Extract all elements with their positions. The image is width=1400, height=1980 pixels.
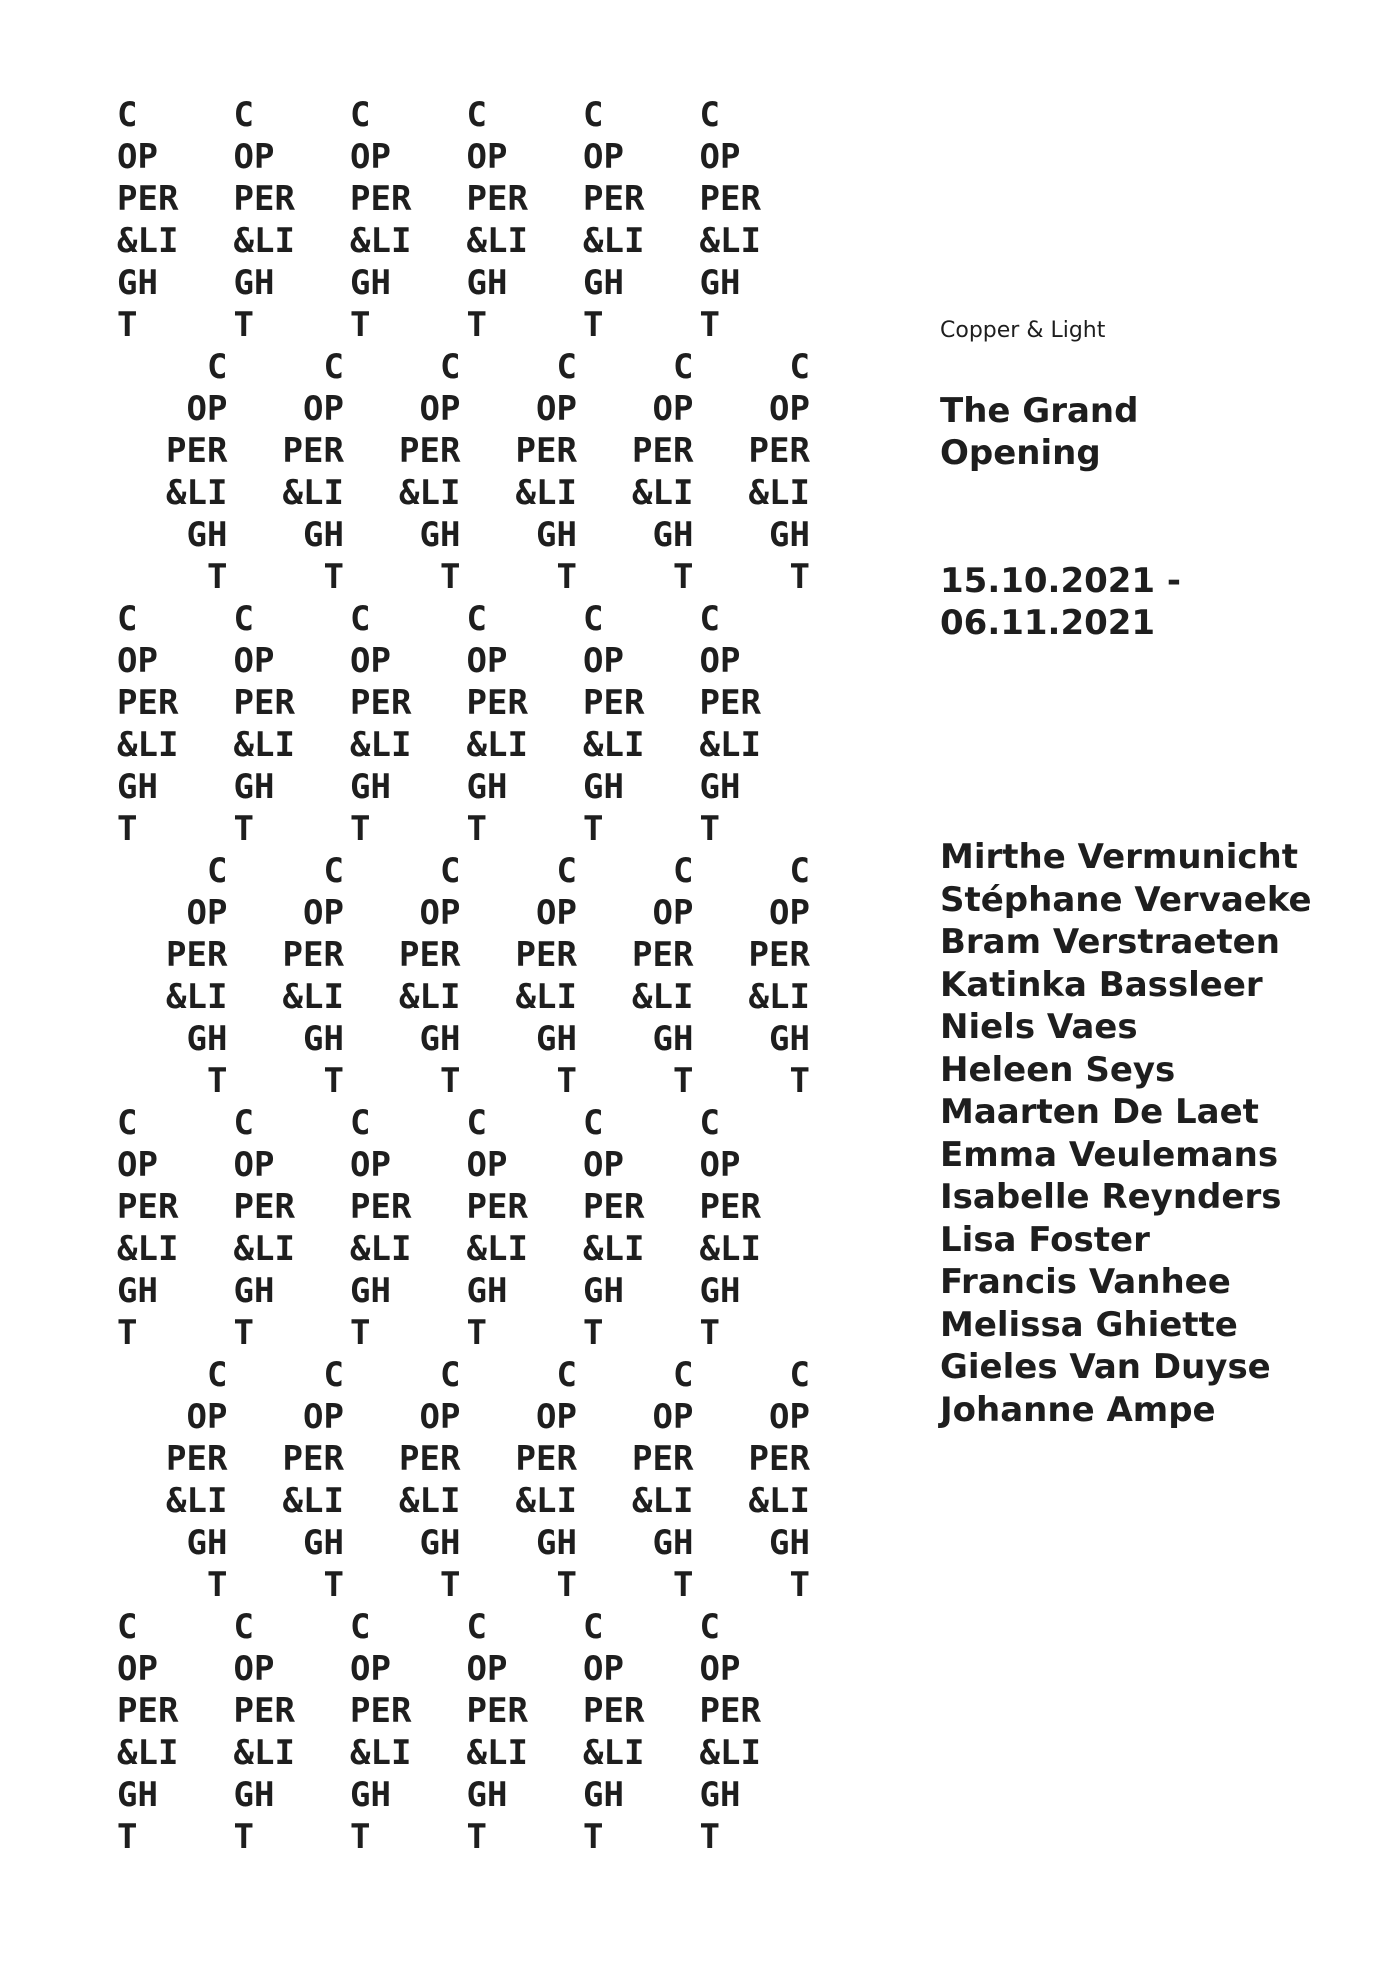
pattern-fragment: T xyxy=(699,305,720,345)
pattern-fragment: OP xyxy=(350,1649,391,1689)
pattern-fragment: PER xyxy=(350,1187,412,1227)
pattern-fragment: OP xyxy=(419,1397,461,1437)
pattern-fragment: C xyxy=(207,1355,228,1395)
pattern-fragment: GH xyxy=(419,1523,461,1563)
artist-name: Katinka Bassleer xyxy=(940,964,1263,1005)
pattern-fragment: &LI xyxy=(399,473,461,513)
pattern-fragment: GH xyxy=(536,1019,577,1059)
pattern-fragment: GH xyxy=(419,515,461,555)
pattern-fragment: &LI xyxy=(166,977,228,1017)
pattern-fragment: C xyxy=(440,347,461,387)
pattern-fragment: C xyxy=(699,1607,720,1647)
pattern-fragment: C xyxy=(440,851,461,891)
artist-name: Johanne Ampe xyxy=(940,1389,1216,1430)
pattern-fragment: &LI xyxy=(166,473,228,513)
pattern-fragment: PER xyxy=(166,431,228,471)
pattern-fragment: OP xyxy=(186,1397,228,1437)
pattern-fragment: GH xyxy=(536,1523,577,1563)
pattern-fragment: T xyxy=(583,305,604,345)
pattern-fragment: GH xyxy=(583,1271,624,1311)
pattern-fragment: T xyxy=(673,1565,694,1605)
pattern-fragment: &LI xyxy=(233,1229,295,1269)
pattern-fragment: T xyxy=(350,1313,371,1353)
pattern-fragment: &LI xyxy=(350,221,412,261)
pattern-fragment: OP xyxy=(233,1145,275,1185)
pattern-fragment: OP xyxy=(536,389,577,429)
pattern-fragment: &LI xyxy=(282,977,344,1017)
pattern-fragment: OP xyxy=(303,1397,344,1437)
pattern-fragment: GH xyxy=(466,1271,508,1311)
exhibition-dates: 15.10.2021 - 06.11.2021 xyxy=(940,561,1182,643)
pattern-fragment: GH xyxy=(117,263,158,303)
pattern-fragment: GH xyxy=(466,767,508,807)
pattern-fragment: C xyxy=(350,599,371,639)
pattern-fragment: C xyxy=(583,599,604,639)
pattern-fragment: T xyxy=(699,1313,720,1353)
pattern-fragment: GH xyxy=(699,263,741,303)
pattern-fragment: GH xyxy=(303,515,344,555)
pattern-fragment: GH xyxy=(652,1523,694,1563)
pattern-fragment: T xyxy=(440,1565,461,1605)
artist-name: Isabelle Reynders xyxy=(940,1177,1282,1217)
pattern-fragment: OP xyxy=(117,137,158,177)
artist-name: Maarten De Laet xyxy=(940,1092,1259,1132)
pattern-fragment: GH xyxy=(350,1775,391,1815)
pattern-fragment: GH xyxy=(350,1271,391,1311)
pattern-fragment: PER xyxy=(699,683,761,723)
pattern-fragment: PER xyxy=(699,1187,761,1227)
pattern-fragment: &LI xyxy=(166,1481,228,1521)
pattern-fragment: C xyxy=(233,599,254,639)
pattern-fragment: T xyxy=(583,1817,604,1857)
pattern-fragment: T xyxy=(323,557,344,597)
pattern-fragment: PER xyxy=(233,683,295,723)
pattern-fragment: PER xyxy=(233,179,295,219)
pattern-fragment: &LI xyxy=(233,221,295,261)
pattern-fragment: OP xyxy=(117,641,158,681)
pattern-fragment: GH xyxy=(117,1775,158,1815)
pattern-fragment: PER xyxy=(515,1439,577,1479)
pattern-fragment: GH xyxy=(583,767,624,807)
pattern-fragment: C xyxy=(117,599,138,639)
pattern-fragment: OP xyxy=(466,641,508,681)
pattern-fragment: C xyxy=(699,1103,720,1143)
pattern-fragment: T xyxy=(466,1313,487,1353)
pattern-fragment: &LI xyxy=(399,977,461,1017)
pattern-fragment: GH xyxy=(769,515,810,555)
pattern-fragment: PER xyxy=(282,935,344,975)
pattern-fragment: &LI xyxy=(282,473,344,513)
pattern-fragment: OP xyxy=(466,1145,508,1185)
pattern-fragment: PER xyxy=(166,935,228,975)
pattern-fragment: C xyxy=(699,599,720,639)
pattern-fragment: T xyxy=(556,557,577,597)
pattern-fragment: GH xyxy=(699,1271,741,1311)
pattern-fragment: GH xyxy=(652,1019,694,1059)
pattern-fragment: T xyxy=(233,1313,254,1353)
pattern-fragment: OP xyxy=(117,1145,158,1185)
pattern-fragment: &LI xyxy=(748,473,810,513)
artist-name: Gieles Van Duyse xyxy=(940,1347,1271,1387)
pattern-fragment: PER xyxy=(515,431,577,471)
pattern-fragment: T xyxy=(350,809,371,849)
pattern-fragment: GH xyxy=(769,1523,810,1563)
pattern-fragment: PER xyxy=(748,431,810,471)
pattern-fragment: PER xyxy=(632,431,694,471)
pattern-fragment: C xyxy=(323,1355,344,1395)
pattern-fragment: PER xyxy=(699,1691,761,1731)
pattern-fragment: OP xyxy=(233,1649,275,1689)
pattern-fragment: T xyxy=(207,1565,228,1605)
artist-name: Lisa Foster xyxy=(940,1219,1150,1260)
pattern-fragment: &LI xyxy=(748,977,810,1017)
pattern-fragment: &LI xyxy=(233,1733,295,1773)
pattern-fragment: OP xyxy=(652,1397,694,1437)
pattern-fragment: OP xyxy=(303,389,344,429)
pattern-fragment: T xyxy=(583,809,604,849)
artist-name: Melissa Ghiette xyxy=(940,1304,1238,1345)
pattern-fragment: C xyxy=(789,851,810,891)
pattern-fragment: &LI xyxy=(117,1229,179,1269)
pattern-fragment: T xyxy=(440,557,461,597)
brand-name: Copper & Light xyxy=(940,318,1106,343)
artist-name: Bram Verstraeten xyxy=(940,922,1280,962)
pattern-fragment: &LI xyxy=(399,1481,461,1521)
pattern-fragment: PER xyxy=(632,935,694,975)
pattern-fragment: C xyxy=(350,1607,371,1647)
pattern-fragment: C xyxy=(673,851,694,891)
pattern-fragment: &LI xyxy=(117,1733,179,1773)
pattern-fragment: OP xyxy=(536,1397,577,1437)
pattern-fragment: OP xyxy=(536,893,577,933)
pattern-fragment: C xyxy=(699,95,720,135)
pattern-fragment: GH xyxy=(233,767,275,807)
pattern-fragment: PER xyxy=(233,1187,295,1227)
pattern-fragment: GH xyxy=(583,263,624,303)
pattern-fragment: GH xyxy=(583,1775,624,1815)
pattern-fragment: OP xyxy=(419,893,461,933)
pattern-fragment: OP xyxy=(350,1145,391,1185)
pattern-fragment: OP xyxy=(350,137,391,177)
pattern-fragment: OP xyxy=(583,641,624,681)
pattern-fragment: C xyxy=(789,347,810,387)
pattern-fragment: T xyxy=(789,1565,810,1605)
pattern-fragment: GH xyxy=(233,1775,275,1815)
pattern-fragment: &LI xyxy=(632,977,694,1017)
pattern-fragment: C xyxy=(117,1103,138,1143)
pattern-fragment: OP xyxy=(419,389,461,429)
pattern-fragment: PER xyxy=(399,431,461,471)
pattern-fragment: &LI xyxy=(117,221,179,261)
pattern-fragment: GH xyxy=(466,1775,508,1815)
pattern-fragment: PER xyxy=(350,683,412,723)
pattern-fragment: &LI xyxy=(350,725,412,765)
pattern-fragment: T xyxy=(117,1817,138,1857)
pattern-fragment: OP xyxy=(583,137,624,177)
pattern-fragment: T xyxy=(350,1817,371,1857)
pattern-fragment: &LI xyxy=(515,1481,577,1521)
pattern-fragment: PER xyxy=(117,1691,179,1731)
pattern-fragment: GH xyxy=(769,1019,810,1059)
pattern-fragment: &LI xyxy=(699,221,761,261)
pattern-fragment: PER xyxy=(399,935,461,975)
pattern-fragment: T xyxy=(440,1061,461,1101)
pattern-fragment: T xyxy=(699,1817,720,1857)
pattern-fragment: PER xyxy=(632,1439,694,1479)
pattern-fragment: &LI xyxy=(466,1229,528,1269)
pattern-fragment: OP xyxy=(699,641,741,681)
pattern-fragment: GH xyxy=(699,767,741,807)
pattern-fragment: GH xyxy=(419,1019,461,1059)
pattern-fragment: T xyxy=(556,1061,577,1101)
pattern-fragment: T xyxy=(789,1061,810,1101)
pattern-fragment: GH xyxy=(699,1775,741,1815)
pattern-fragment: GH xyxy=(350,263,391,303)
pattern-fragment: C xyxy=(673,347,694,387)
pattern-fragment: PER xyxy=(466,179,528,219)
pattern-fragment: C xyxy=(233,1103,254,1143)
pattern-fragment: GH xyxy=(652,515,694,555)
pattern-fragment: &LI xyxy=(699,725,761,765)
pattern-fragment: T xyxy=(466,809,487,849)
pattern-fragment: C xyxy=(466,95,487,135)
pattern-fragment: C xyxy=(117,95,138,135)
artist-name: Niels Vaes xyxy=(940,1007,1138,1047)
pattern-fragment: GH xyxy=(186,1019,228,1059)
pattern-fragment: PER xyxy=(117,1187,179,1227)
pattern-fragment: GH xyxy=(186,515,228,555)
pattern-fragment: C xyxy=(583,95,604,135)
pattern-fragment: PER xyxy=(233,1691,295,1731)
pattern-fragment: PER xyxy=(350,1691,412,1731)
pattern-fragment: C xyxy=(583,1607,604,1647)
pattern-fragment: GH xyxy=(536,515,577,555)
pattern-fragment: OP xyxy=(117,1649,158,1689)
pattern-fragment: C xyxy=(556,347,577,387)
pattern-fragment: GH xyxy=(233,1271,275,1311)
pattern-fragment: OP xyxy=(303,893,344,933)
pattern-fragment: &LI xyxy=(632,473,694,513)
pattern-fragment: PER xyxy=(583,179,645,219)
pattern-fragment: T xyxy=(673,1061,694,1101)
pattern-fragment: C xyxy=(583,1103,604,1143)
pattern-fragment: OP xyxy=(769,389,810,429)
pattern-fragment: OP xyxy=(652,389,694,429)
pattern-fragment: C xyxy=(233,95,254,135)
pattern-fragment: OP xyxy=(583,1145,624,1185)
pattern-fragment: &LI xyxy=(466,1733,528,1773)
pattern-fragment: &LI xyxy=(466,221,528,261)
artist-name: Francis Vanhee xyxy=(940,1262,1231,1302)
pattern-fragment: OP xyxy=(466,137,508,177)
pattern-fragment: &LI xyxy=(515,473,577,513)
artist-name: Stéphane Vervaeke xyxy=(940,879,1312,920)
pattern-fragment: C xyxy=(233,1607,254,1647)
pattern-fragment: GH xyxy=(303,1019,344,1059)
pattern-fragment: &LI xyxy=(515,977,577,1017)
pattern-fragment: &LI xyxy=(583,1733,645,1773)
pattern-fragment: T xyxy=(323,1565,344,1605)
pattern-fragment: PER xyxy=(166,1439,228,1479)
pattern-fragment: OP xyxy=(769,893,810,933)
pattern-fragment: C xyxy=(466,599,487,639)
pattern-fragment: OP xyxy=(233,137,275,177)
pattern-fragment: C xyxy=(789,1355,810,1395)
pattern-fragment: GH xyxy=(117,767,158,807)
pattern-fragment: OP xyxy=(350,641,391,681)
pattern-fragment: PER xyxy=(515,935,577,975)
pattern-fragment: T xyxy=(673,557,694,597)
pattern-fragment: &LI xyxy=(583,1229,645,1269)
pattern-fragment: PER xyxy=(583,1691,645,1731)
pattern-fragment: T xyxy=(350,305,371,345)
pattern-fragment: &LI xyxy=(350,1733,412,1773)
pattern-fragment: PER xyxy=(282,431,344,471)
pattern-fragment: &LI xyxy=(583,221,645,261)
pattern-fragment: PER xyxy=(466,1187,528,1227)
pattern-fragment: GH xyxy=(466,263,508,303)
pattern-fragment: &LI xyxy=(282,1481,344,1521)
pattern-fragment: PER xyxy=(466,1691,528,1731)
pattern-fragment: GH xyxy=(186,1523,228,1563)
pattern-fragment: T xyxy=(117,1313,138,1353)
pattern-fragment: PER xyxy=(399,1439,461,1479)
pattern-fragment: GH xyxy=(117,1271,158,1311)
pattern-fragment: OP xyxy=(699,137,741,177)
pattern-fragment: OP xyxy=(466,1649,508,1689)
pattern-fragment: C xyxy=(207,347,228,387)
pattern-fragment: T xyxy=(233,809,254,849)
exhibition-title: The Grand Opening xyxy=(940,391,1139,473)
pattern-fragment: PER xyxy=(583,1187,645,1227)
pattern-fragment: OP xyxy=(186,893,228,933)
pattern-fragment: C xyxy=(207,851,228,891)
pattern-fragment: GH xyxy=(303,1523,344,1563)
artist-name: Emma Veulemans xyxy=(940,1134,1279,1175)
pattern-fragment: PER xyxy=(748,935,810,975)
pattern-fragment: &LI xyxy=(466,725,528,765)
pattern-fragment: C xyxy=(673,1355,694,1395)
pattern-fragment: &LI xyxy=(583,725,645,765)
pattern-fragment: &LI xyxy=(117,725,179,765)
pattern-fragment: &LI xyxy=(233,725,295,765)
pattern-fragment: T xyxy=(117,809,138,849)
pattern-fragment: T xyxy=(583,1313,604,1353)
artist-name: Mirthe Vermunicht xyxy=(940,837,1298,877)
pattern-fragment: C xyxy=(466,1607,487,1647)
pattern-fragment: T xyxy=(207,557,228,597)
pattern-fragment: T xyxy=(233,305,254,345)
pattern-fragment: OP xyxy=(583,1649,624,1689)
pattern-fragment: GH xyxy=(350,767,391,807)
pattern-fragment: PER xyxy=(699,179,761,219)
pattern-fragment: GH xyxy=(233,263,275,303)
pattern-fragment: &LI xyxy=(699,1229,761,1269)
pattern-fragment: C xyxy=(556,1355,577,1395)
pattern-fragment: T xyxy=(789,557,810,597)
pattern-fragment: OP xyxy=(769,1397,810,1437)
pattern-fragment: PER xyxy=(748,1439,810,1479)
pattern-fragment: PER xyxy=(466,683,528,723)
pattern-fragment: OP xyxy=(233,641,275,681)
pattern-fragment: C xyxy=(466,1103,487,1143)
pattern-fragment: PER xyxy=(583,683,645,723)
pattern-fragment: C xyxy=(440,1355,461,1395)
pattern-fragment: T xyxy=(323,1061,344,1101)
pattern-fragment: OP xyxy=(699,1649,741,1689)
pattern-fragment: PER xyxy=(117,683,179,723)
pattern-fragment: T xyxy=(233,1817,254,1857)
pattern-fragment: OP xyxy=(652,893,694,933)
pattern-fragment: &LI xyxy=(699,1733,761,1773)
pattern-fragment: PER xyxy=(282,1439,344,1479)
pattern-fragment: &LI xyxy=(350,1229,412,1269)
artist-name: Heleen Seys xyxy=(940,1049,1176,1090)
pattern-fragment: C xyxy=(350,95,371,135)
pattern-fragment: C xyxy=(323,851,344,891)
pattern-fragment: C xyxy=(350,1103,371,1143)
pattern-fragment: PER xyxy=(350,179,412,219)
pattern-fragment: OP xyxy=(186,389,228,429)
pattern-fragment: T xyxy=(207,1061,228,1101)
pattern-fragment: C xyxy=(556,851,577,891)
pattern-fragment: OP xyxy=(699,1145,741,1185)
pattern-fragment: &LI xyxy=(632,1481,694,1521)
pattern-fragment: T xyxy=(466,1817,487,1857)
pattern-fragment: PER xyxy=(117,179,179,219)
pattern-fragment: T xyxy=(117,305,138,345)
pattern-fragment: C xyxy=(323,347,344,387)
pattern-fragment: T xyxy=(699,809,720,849)
pattern-fragment: C xyxy=(117,1607,138,1647)
pattern-fragment: T xyxy=(466,305,487,345)
pattern-fragment: &LI xyxy=(748,1481,810,1521)
artist-list xyxy=(940,836,1312,1431)
pattern-fragment: T xyxy=(556,1565,577,1605)
